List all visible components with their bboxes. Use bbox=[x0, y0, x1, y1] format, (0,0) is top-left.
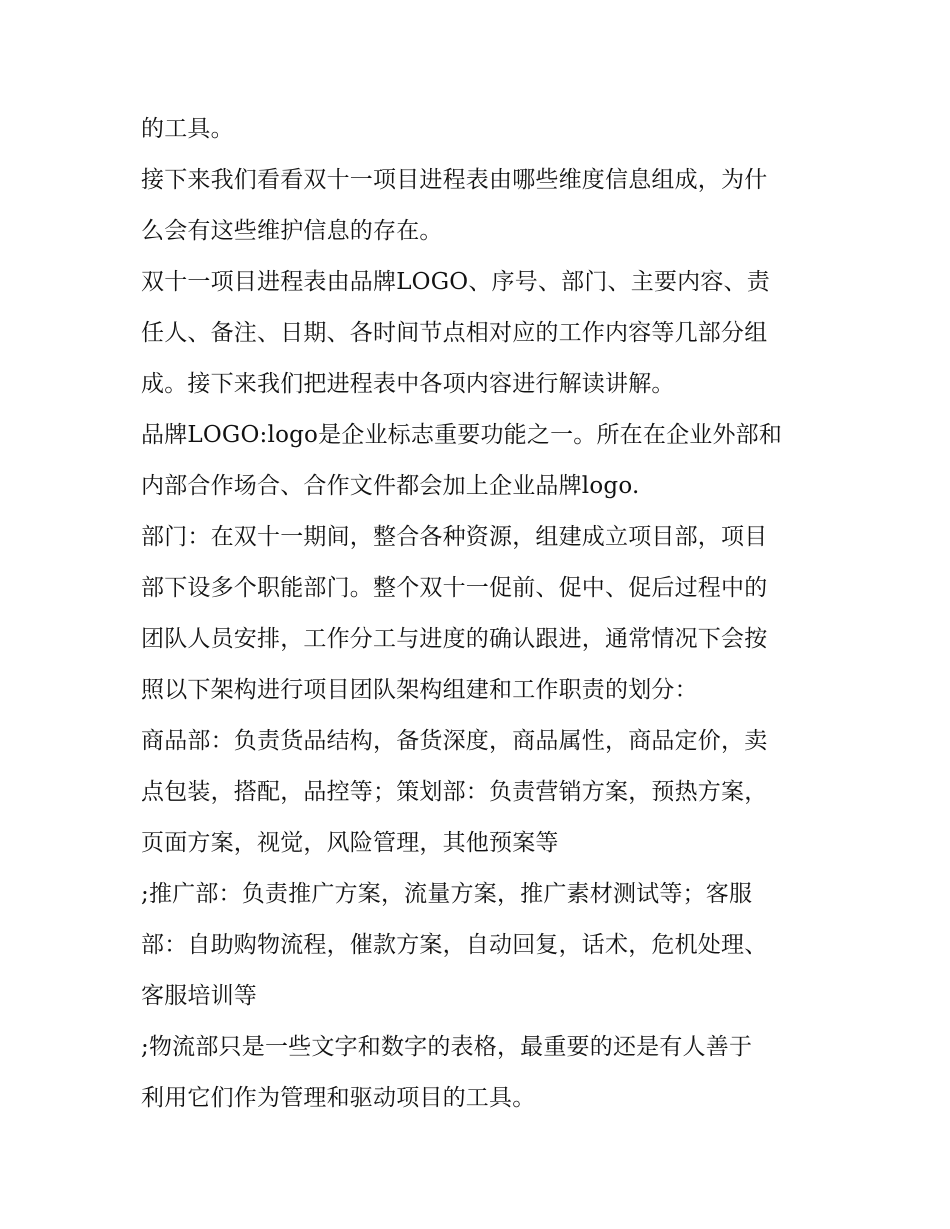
text-line: 照以下架构进行项目团队架构组建和工作职责的划分： bbox=[141, 677, 698, 703]
text-line: 客服培训等 bbox=[141, 983, 257, 1009]
text-line: 任人、备注、日期、各时间节点相对应的工作内容等几部分组 bbox=[141, 320, 768, 346]
text-line: 成。接下来我们把进程表中各项内容进行解读讲解。 bbox=[141, 371, 675, 397]
text-line: 部门：在双十一期间，整合各种资源，组建成立项目部，项目 bbox=[141, 524, 768, 550]
text-line: 的工具。 bbox=[141, 116, 234, 142]
text-line: 页面方案，视觉，风险管理，其他预案等 bbox=[141, 830, 559, 856]
text-line: 双十一项目进程表由品牌LOGO、序号、部门、主要内容、责 bbox=[141, 269, 770, 295]
text-line: 部下设多个职能部门。整个双十一促前、促中、促后过程中的 bbox=[141, 575, 768, 601]
text-line: 点包装，搭配，品控等；策划部：负责营销方案，预热方案， bbox=[141, 779, 768, 805]
text-line: 部：自助购物流程，催款方案，自动回复，话术，危机处理、 bbox=[141, 932, 768, 958]
text-line: 团队人员安排，工作分工与进度的确认跟进，通常情况下会按 bbox=[141, 626, 768, 652]
text-line: 品牌LOGO:logo是企业标志重要功能之一。所在在企业外部和 bbox=[141, 422, 783, 448]
text-line: 内部合作场合、合作文件都会加上企业品牌logo. bbox=[141, 473, 640, 499]
text-line: ;物流部只是一些文字和数字的表格，最重要的还是有人善于 bbox=[141, 1034, 753, 1060]
document-body bbox=[141, 104, 821, 1124]
text-line: 利用它们作为管理和驱动项目的工具。 bbox=[141, 1085, 536, 1111]
text-line: 么会有这些维护信息的存在。 bbox=[141, 218, 443, 244]
text-line: 商品部：负责货品结构，备货深度，商品属性，商品定价，卖 bbox=[141, 728, 768, 754]
text-line: 接下来我们看看双十一项目进程表由哪些维度信息组成，为什 bbox=[141, 167, 768, 193]
text-line: ;推广部：负责推广方案，流量方案，推广素材测试等；客服 bbox=[141, 881, 753, 907]
